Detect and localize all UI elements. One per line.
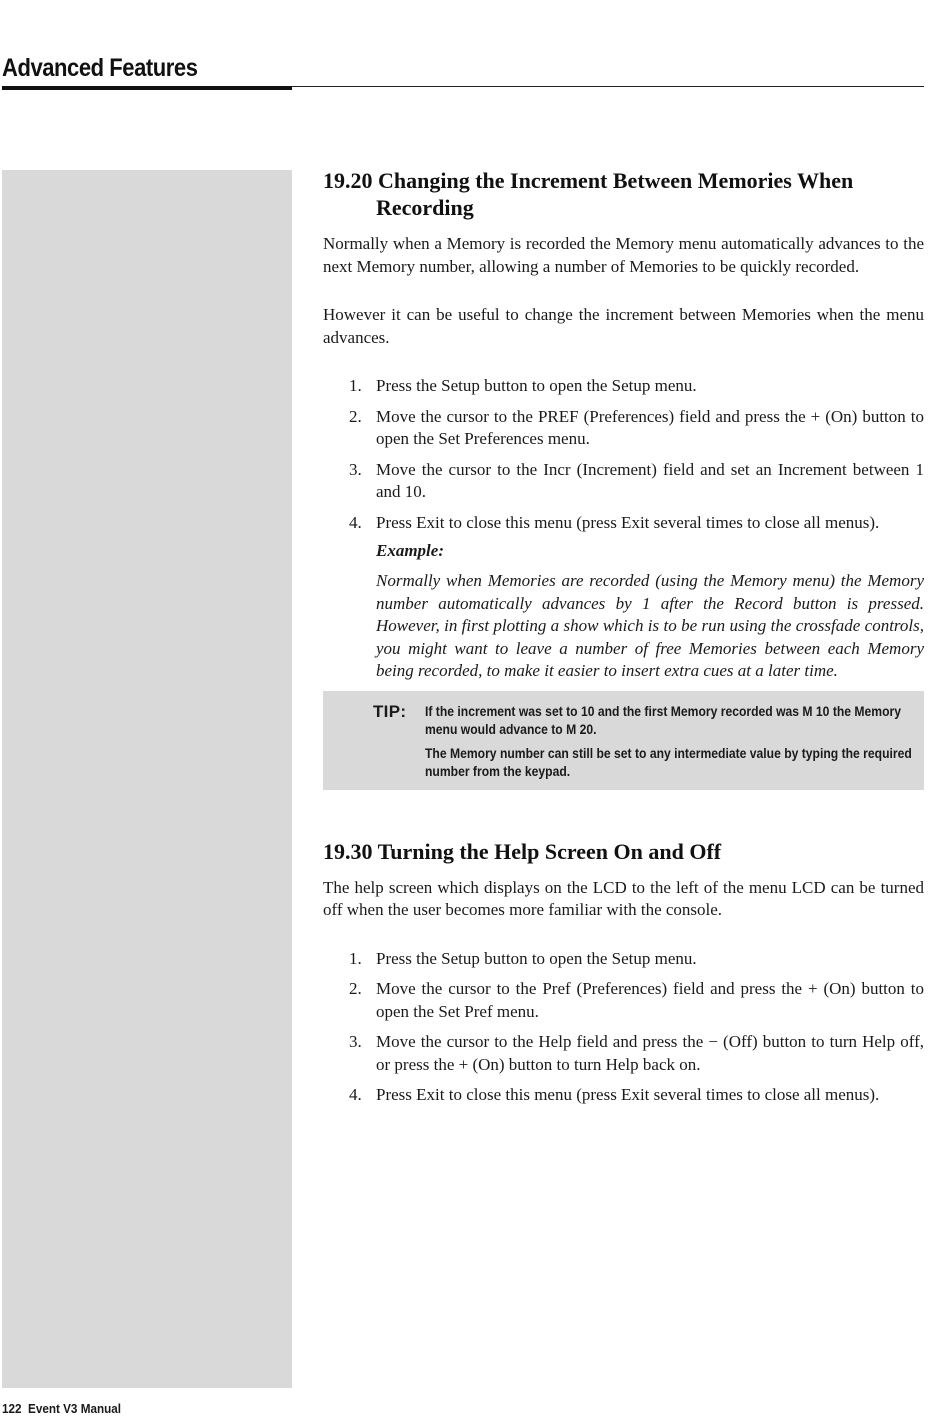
tip-box [323,691,924,790]
list-item [323,978,924,1023]
step-text: Move the cursor to the Incr (Increment) field and set an Increment between 1 and 10. [376,459,924,501]
step-number: 3. [349,459,362,479]
section-heading-help-screen: 19.30 Turning the Help Screen On and Off [323,838,722,864]
step-text: Move the cursor to the Help field and press the − (Off) button to turn Help off, or press the + (On) button to turn Help back on. [376,1032,924,1074]
step-text: Press the Setup button to open the Setup menu. [376,948,697,968]
step-text: Press Exit to close this menu (press Exit several times to close all menus). [376,512,880,532]
step-number: 2. [349,406,362,426]
step-text: Press Exit to close this menu (press Exit several times to close all menus). [376,1085,880,1104]
step-text: Move the cursor to the Pref (Preferences) field and press the + (On) button to open the Set Pref menu. [376,979,924,1021]
step-number: 1. [349,948,362,968]
list-item [323,948,924,971]
steps-list-increment [323,375,924,534]
list-item [323,406,924,451]
list-item [323,375,924,398]
paragraph: Normally when a Memory is recorded the Memory menu automatically advances to the next Memory number, allowing a number of Memories to be quickly recorded. [323,234,924,276]
list-item [323,1084,924,1107]
page-header-title: Advanced Features [2,54,198,82]
page-footer: 122 Event V3 Manual [2,1401,122,1416]
list-item [323,459,924,504]
header-rule-accent [2,86,292,90]
list-item [323,512,924,535]
tip-text: The Memory number can still be set to any intermediate value by typing the required number from the keypad. [425,745,912,779]
step-text: Press the Setup button to open the Setup menu. [376,376,697,395]
example-label: Example: [376,541,444,560]
tip-text: If the increment was set to 10 and the first Memory recorded was M 10 the Memory menu would advance to M 20. [425,703,902,737]
section-heading-increment: 19.20 Changing the Increment Between Memories When Recording [323,168,854,220]
list-item [323,1031,924,1076]
step-number: 2. [349,979,362,998]
margin-sidebar [2,170,292,1388]
paragraph: The help screen which displays on the LCD to the left of the menu LCD can be turned off when the user becomes more familiar with the console. [323,877,924,919]
step-number: 3. [349,1032,362,1051]
paragraph: However it can be useful to change the increment between Memories when the menu advances. [323,305,924,347]
steps-list-help-screen [323,948,924,1107]
step-number: 4. [349,512,362,532]
step-text: Move the cursor to the PREF (Preferences) field and press the + (On) button to open the Set Preferences menu. [376,406,924,448]
main-content [323,167,924,1107]
tip-label: TIP: [373,701,407,721]
example-text: Normally when Memories are recorded (using the Memory menu) the Memory number automatically advances by 1 after the Record button is pressed. However, in first plotting a show which is to be run using the crossfade controls, you might want to leave a number of free Memories between each Memory being recorded, to make it easier to insert extra cues at a later time. [376,571,924,680]
step-number: 4. [349,1085,362,1104]
step-number: 1. [349,376,362,395]
